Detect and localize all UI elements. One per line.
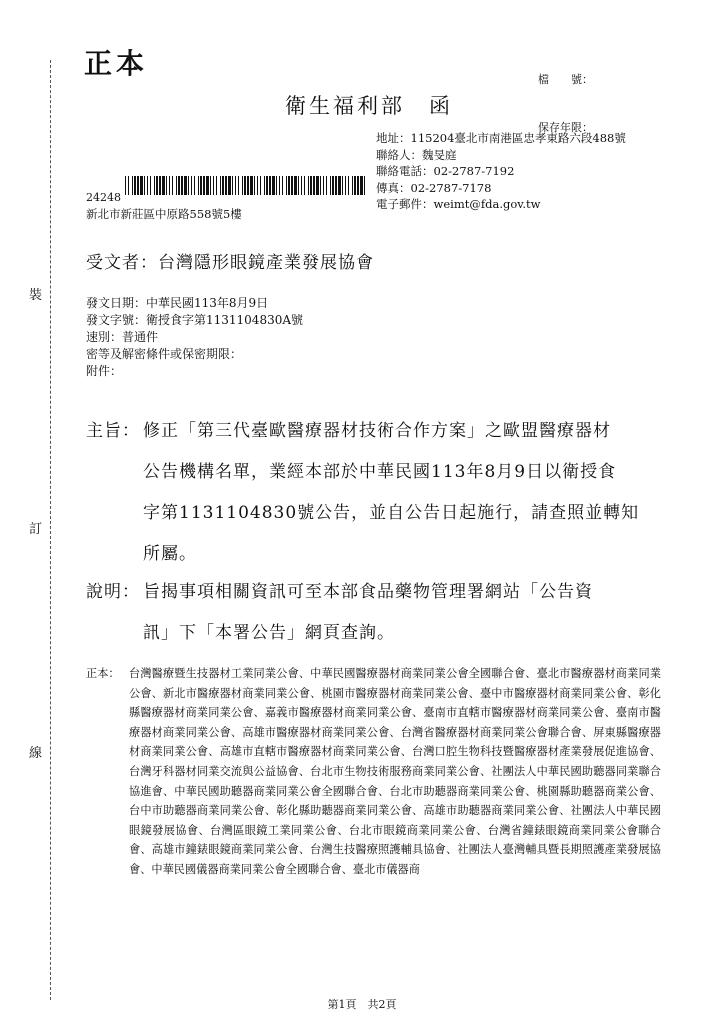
subject-line: 修正「第三代臺歐醫療器材技術合作方案」之歐盟醫療器材 [143, 421, 611, 441]
binding-char-xian: 線 [29, 746, 43, 761]
attachment-label: 附件： [86, 364, 123, 378]
contact-phone: 聯絡電話：02-2787-7192 [376, 164, 515, 178]
subject-line: 所屬。 [143, 544, 197, 564]
document-number: 發文字號：衛授食字第1131104830A號 [86, 313, 304, 327]
subject-line: 字第1131104830號公告，並自公告日起施行，請查照並轉知 [143, 503, 640, 523]
contact-block [376, 130, 626, 213]
retention-label: 保存年限： [538, 121, 593, 134]
recipient-line: 受文者：台灣隱形眼鏡產業發展協會 [86, 253, 374, 273]
page-number: 第1頁 共2頁 [327, 998, 397, 1011]
issue-date: 發文日期：中華民國113年8月9日 [86, 296, 269, 310]
agency-title: 衛生福利部 函 [285, 94, 453, 118]
contact-address: 地址：115204臺北市南港區忠孝東路六段488號 [376, 131, 626, 145]
explanation-label: 說明： [86, 582, 140, 602]
file-number-label: 檔 號： [538, 73, 593, 86]
binding-char-zhuang: 裝 [29, 288, 43, 303]
contact-email: 電子郵件：weimt@fda.gov.tw [376, 197, 541, 211]
secrecy-level: 密等及解密條件或保密期限： [86, 347, 243, 361]
explanation-line: 旨揭事項相關資訊可至本部食品藥物管理署網站「公告資 [143, 582, 593, 602]
subject-label: 主旨： [86, 421, 140, 441]
document-meta [86, 295, 303, 380]
subject-line: 公告機構名單，業經本部於中華民國113年8月9日以衛授食 [143, 462, 617, 482]
binding-line [50, 60, 51, 1000]
copies-label: 正本： [86, 667, 120, 680]
explanation-line: 訊」下「本署公告」網頁查詢。 [143, 623, 395, 643]
postal-barcode-icon [125, 176, 365, 195]
mailing-address: 新北市新莊區中原路558號5樓 [86, 207, 242, 221]
original-copy-stamp: 正本 [84, 47, 149, 80]
contact-person: 聯絡人：魏旻庭 [376, 147, 457, 162]
binding-char-ding: 訂 [29, 522, 43, 537]
contact-fax: 傳真：02-2787-7178 [376, 180, 492, 195]
mailing-postcode: 24248 [86, 191, 121, 204]
copies-recipients: 台灣醫療暨生技器材工業同業公會、中華民國醫療器材商業同業公會全國聯合會、臺北市醫療器材商業同業公會、新北市醫療器材商業同業公會、桃園市醫療器材商業同業公會、臺中市醫療器材商業同業公會、彰化縣醫療器材商業同業公會、嘉義市醫療器材商業同業公會、臺南市直轄市醫療器材商業同業公會、臺南市醫療器材商業同業公會、高雄市醫療器材商業同業公會、台灣省醫療器材商業同業公會聯合會、屏東縣醫療器材商業同業公會、高雄市直轄市醫療器材商業同業公會、台灣口腔生物科技暨醫療器材產業發展促進協會、台灣牙科器材同業交流與公益協會、台北市生物技術服務商業同業公會、社團法人中華民國助聽器同業聯合協進會、中華民國助聽器商業同業公會全國聯合會、台北市助聽器商業同業公會、桃園縣助聽器商業公會、台中市助聽器商業同業公會、彰化縣助聽器商業同業公會、高雄市助聽器商業同業公會、社團法人中華民國眼鏡發展協會、台灣區眼鏡工業同業公會、台北市眼鏡商業同業公會、台灣省鐘錶眼鏡商業同業公會聯合會、高雄市鐘錶眼鏡商業同業公會、台灣生技醫療照護輔具協會、社團法人臺灣輔具暨長期照護產業發展協會、中華民國儀器商業同業公會全國聯合會、臺北市儀器商 [129, 667, 661, 876]
delivery-speed: 速別：普通件 [86, 330, 159, 344]
